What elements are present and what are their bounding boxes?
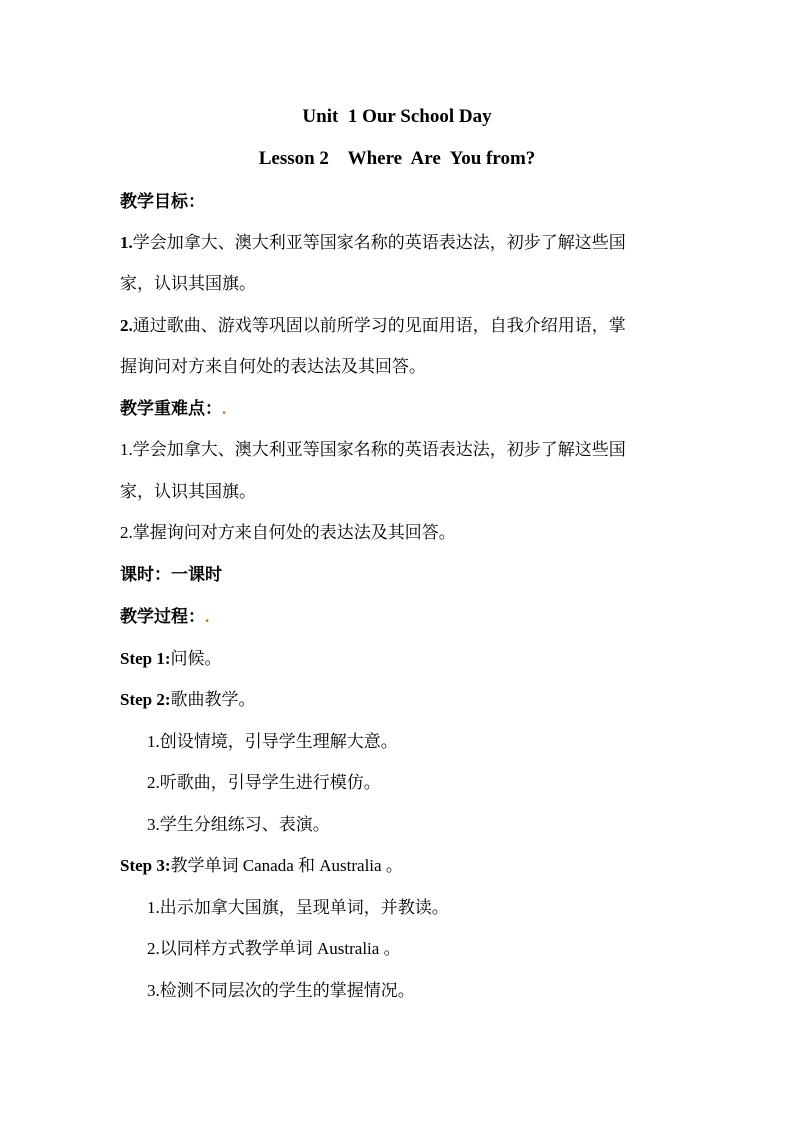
step-2-item: 2.听歌曲，引导学生进行模仿。 (147, 773, 381, 792)
key-points-heading-row (120, 397, 680, 421)
objective-item-1-line-2: 家，认识其国旗。 (120, 274, 256, 293)
step-2-item: 1.创设情境，引导学生理解大意。 (147, 732, 398, 751)
step-2 (120, 688, 680, 712)
process-heading: 教学过程： (120, 607, 205, 626)
step-3-item: 3.检测不同层次的学生的掌握情况。 (147, 981, 415, 1000)
step-2-label: Step 2: (120, 690, 171, 709)
step-3-item: 1.出示加拿大国旗，呈现单词，并教读。 (147, 898, 449, 917)
objective-item-1-text: 学会加拿大、澳大利亚等国家名称的英语表达法，初步了解这些国 (132, 233, 626, 252)
key-points-mark: . (222, 399, 227, 418)
objectives-heading: 教学目标： (120, 192, 205, 211)
objective-item-2-line-1 (120, 314, 680, 338)
step-2-item: 3.学生分组练习、表演。 (147, 815, 330, 834)
key-point-item-2: 2.掌握询问对方来自何处的表达法及其回答。 (120, 523, 456, 542)
step-3-item: 2.以同样方式教学单词 Australia 。 (147, 939, 401, 958)
process-mark: . (205, 607, 210, 626)
objective-item-2-number: 2. (120, 316, 133, 335)
objective-item-1-line-1 (120, 231, 680, 255)
step-3-label: Step 3: (120, 856, 171, 875)
process-heading-row (120, 605, 680, 629)
step-1 (120, 647, 680, 671)
document-subtitle: Lesson 2 Where Are You from? (258, 148, 536, 169)
key-points-heading: 教学重难点： (120, 399, 222, 418)
step-1-text: 问候。 (170, 649, 222, 668)
objective-item-2-text: 通过歌曲、游戏等巩固以前所学习的见面用语，自我介绍用语，掌 (132, 316, 626, 335)
key-point-item-1-line-2: 家，认识其国旗。 (120, 482, 256, 501)
objective-item-2-line-2: 握询问对方来自何处的表达法及其回答。 (120, 357, 426, 376)
key-point-item-1-line-1: 1.学会加拿大、澳大利亚等国家名称的英语表达法，初步了解这些国 (120, 440, 626, 459)
step-3 (120, 854, 680, 878)
step-1-label: Step 1: (120, 649, 171, 668)
objective-item-1-number: 1. (120, 233, 133, 252)
step-3-text: 教学单词 Canada 和 Australia 。 (170, 856, 403, 875)
class-hours: 课时：一课时 (120, 565, 222, 584)
step-2-text: 歌曲教学。 (170, 690, 256, 709)
document-title: Unit 1 Our School Day (302, 106, 492, 127)
